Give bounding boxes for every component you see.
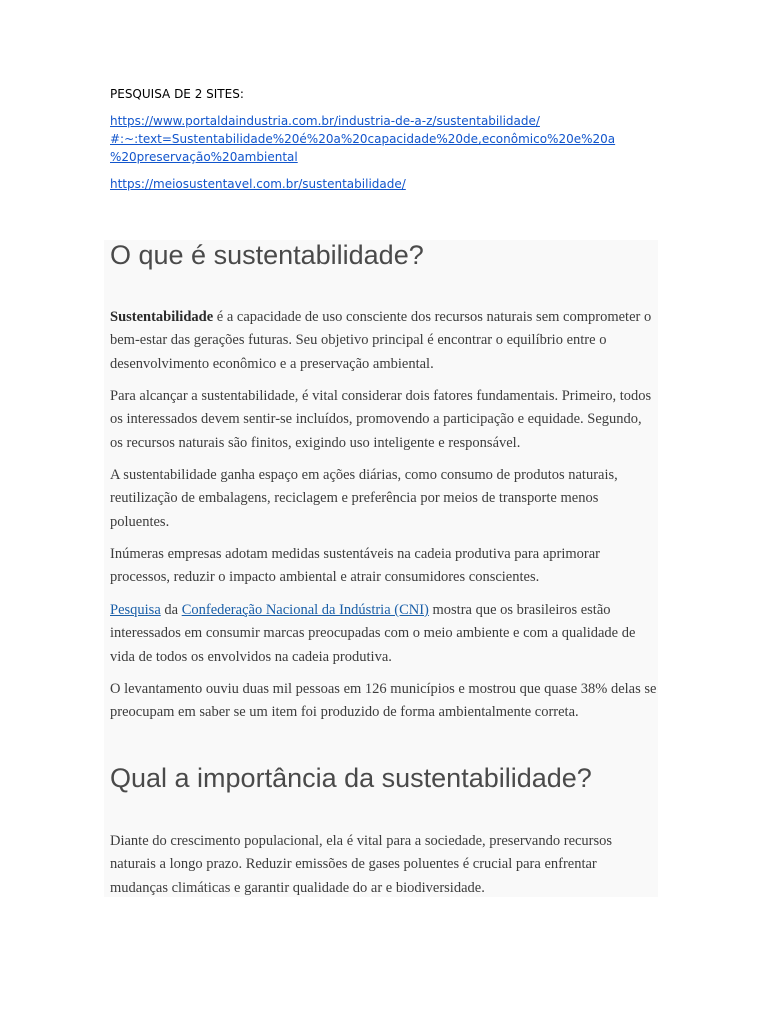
bold-term: Sustentabilidade: [110, 309, 214, 325]
source-link-meiosustentavel[interactable]: https://meiosustentavel.com.br/sustentabilidade/: [110, 177, 406, 191]
paragraph-fundamental-factors: Para alcançar a sustentabilidade, é vital considerar dois fatores fundamentais. Primeiro, todos os interessados devem sentir-se incluídos, promovendo a participação e equidade. Segundo, os recursos naturais são finitos, exigindo uso inteligente e responsável.: [110, 388, 652, 451]
heading-importance: Qual a importância da sustentabilidade?: [110, 763, 592, 793]
link-cni[interactable]: Confederação Nacional da Indústria (CNI): [181, 602, 429, 618]
text-da: da: [160, 602, 182, 618]
text-cni-rest: mostra que os brasileiros estão interessados em consumir marcas preocupadas com o meio ambiente e com a qualidade de vida de todos os envolvidos na cadeia produtiva.: [110, 602, 636, 665]
link-pesquisa[interactable]: Pesquisa: [110, 602, 161, 618]
paragraph-importance: Diante do crescimento populacional, ela é vital para a sociedade, preservando recursos naturais a longo prazo. Reduzir emissões de gases poluentes é crucial para enfrentar mudanças climáticas e garantir qualidade do ar e biodiversidade.: [110, 833, 613, 896]
pasted-article: [104, 240, 658, 897]
paragraph-companies: Inúmeras empresas adotam medidas sustentáveis na cadeia produtiva para aprimorar processos, reduzir o impacto ambiental e atrair consumidores conscientes.: [110, 546, 600, 586]
paragraph-definition: [110, 306, 658, 376]
paragraph-cni-research: [110, 599, 658, 669]
research-header: PESQUISA DE 2 SITES:: [110, 87, 244, 101]
definition-text: é a capacidade de uso consciente dos recursos naturais sem comprometer o bem-estar das gerações futuras. Seu objetivo principal é encontrar o equilíbrio entre o desenvolvimento econômico e a preservação ambiental.: [110, 309, 652, 372]
paragraph-survey: O levantamento ouviu duas mil pessoas em 126 municípios e mostrou que quase 38% delas se preocupam em saber se um item foi produzido de forma ambientalmente correta.: [110, 681, 657, 721]
source-link-portaldaindustria[interactable]: https://www.portaldaindustria.com.br/industria-de-a-z/sustentabilidade/ #:~:text=Sustentabilidade%20é%20a%20capacidade%20de,econômico%20e%20a %20preservação%20ambiental: [110, 114, 616, 164]
paragraph-daily-actions: A sustentabilidade ganha espaço em ações diárias, como consumo de produtos naturais, reutilização de embalagens, reciclagem e preferência por meios de transporte menos poluentes.: [110, 467, 618, 530]
heading-what-is-sustainability: O que é sustentabilidade?: [110, 240, 424, 270]
